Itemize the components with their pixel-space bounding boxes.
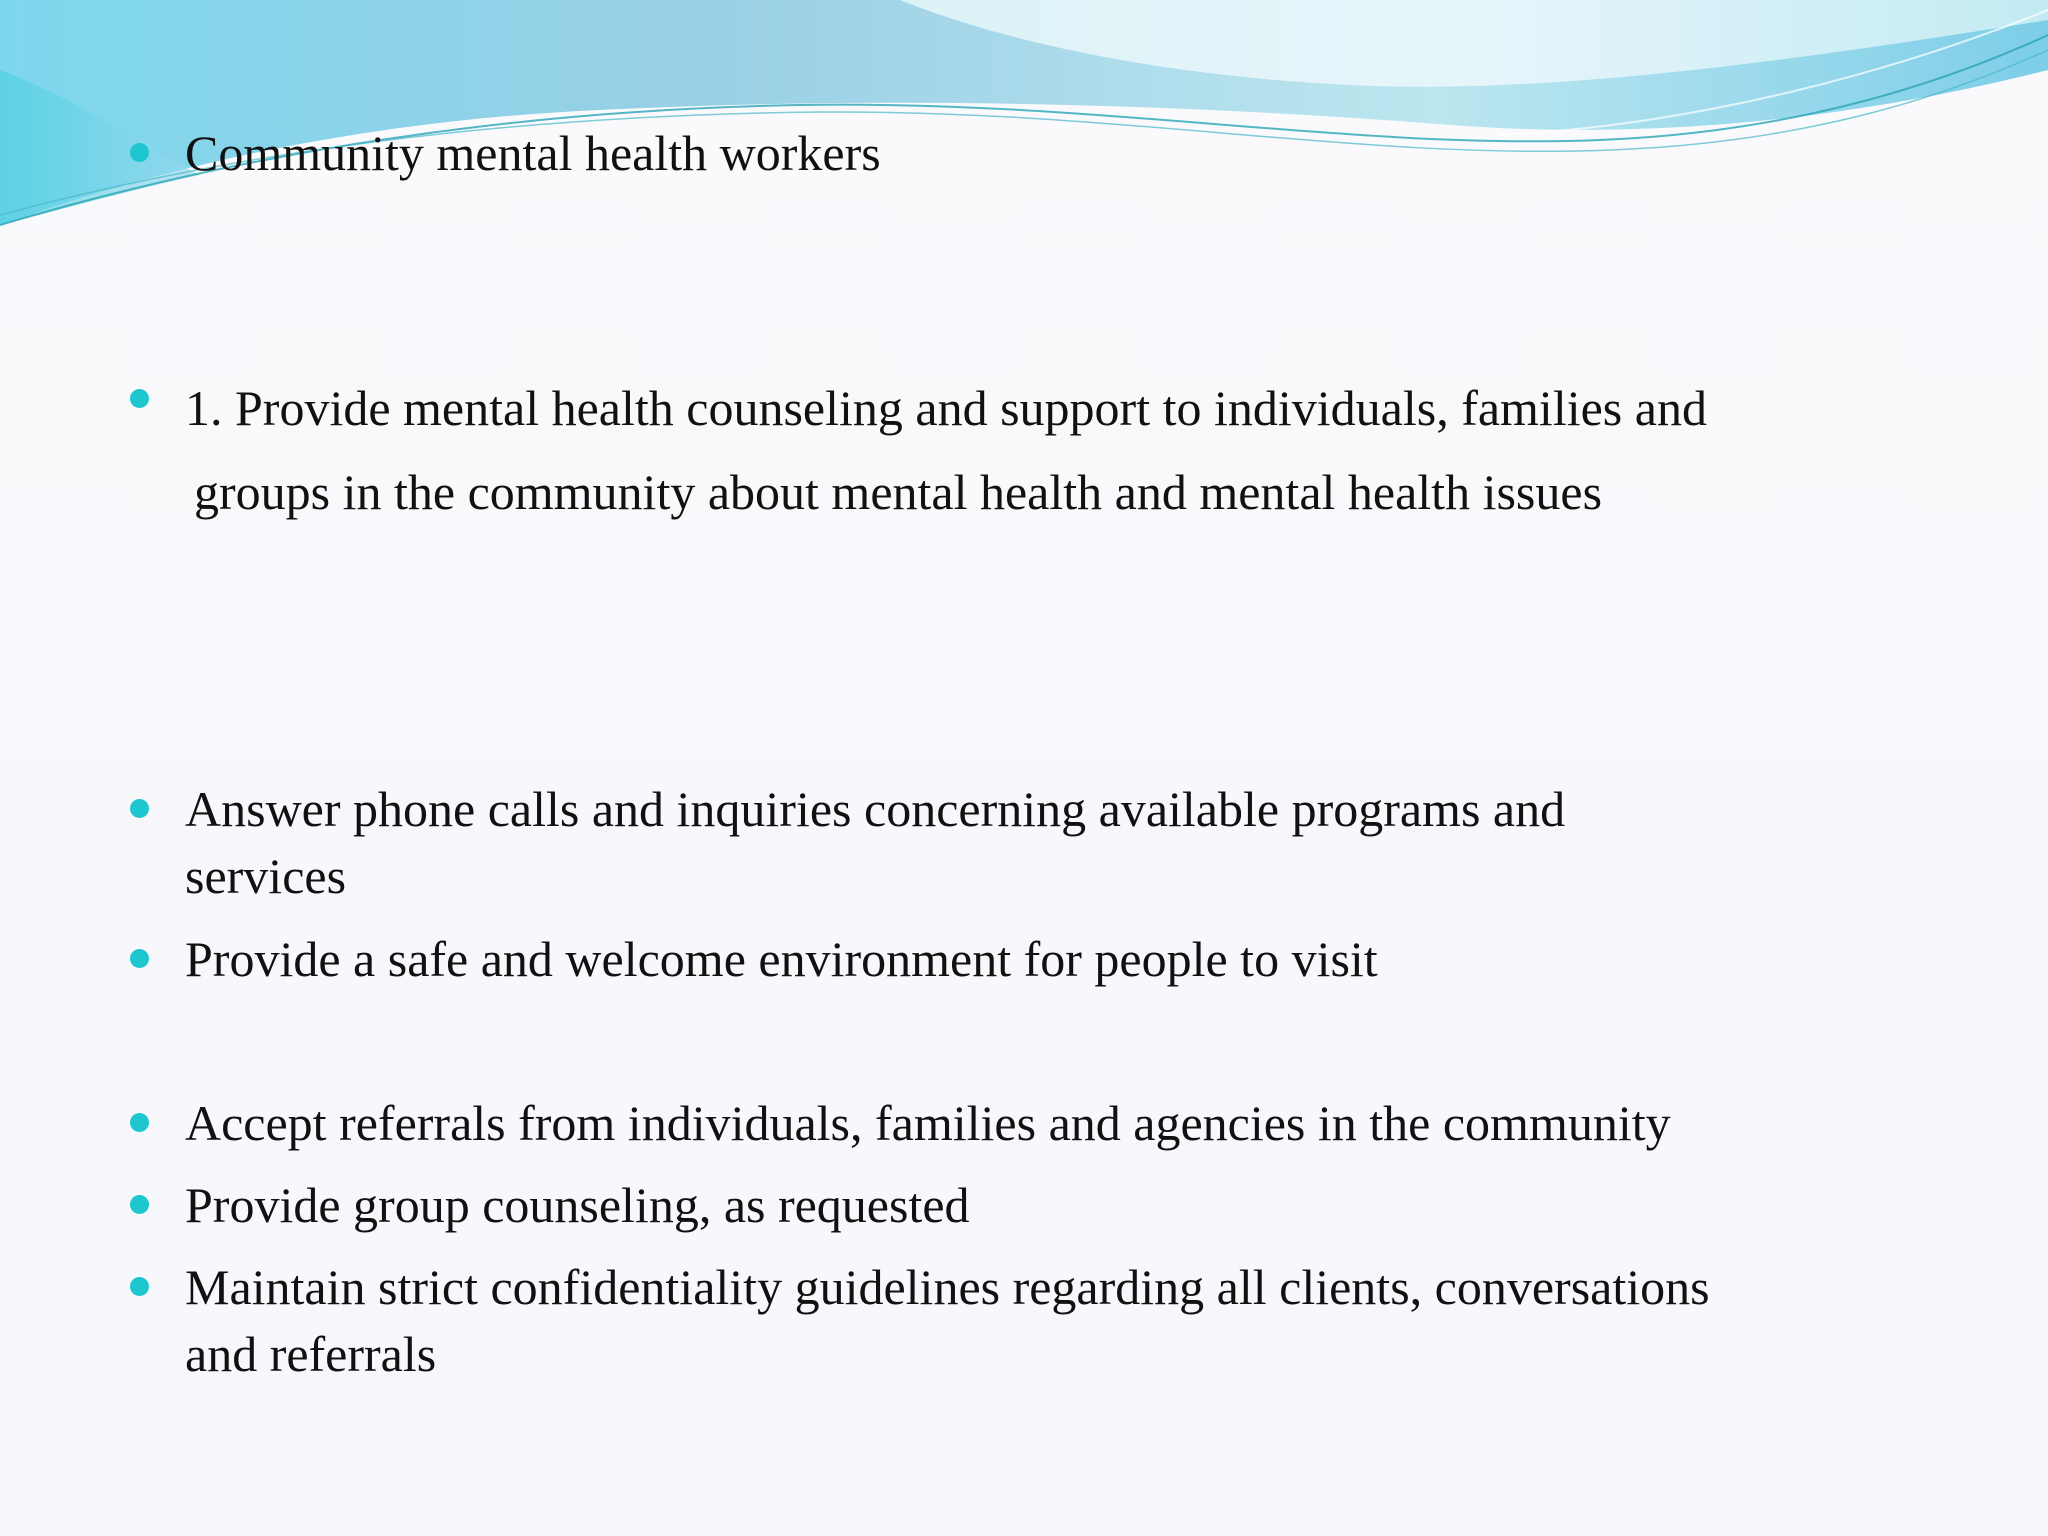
bullet-text [185, 776, 1565, 910]
bullet-text-line2: and referrals [185, 1326, 437, 1382]
bullet-text-line2: services [185, 848, 347, 904]
bullet-text-line1: 1. Provide mental health counseling and support to individuals, families and [185, 380, 1707, 436]
bullet-dot-icon [130, 1277, 149, 1296]
bullet-dot-icon [130, 799, 149, 818]
bullet-text: Community mental health workers [185, 125, 881, 181]
bullet-text: Provide group counseling, as requested [185, 1177, 970, 1233]
bullet-text-line1: Answer phone calls and inquiries concerning available programs and [185, 781, 1566, 837]
bullet-dot-icon [130, 143, 149, 162]
bullet-text-line1: Maintain strict confidentiality guidelines regarding all clients, conversations [185, 1259, 1710, 1315]
bullet-text [185, 366, 1707, 534]
bullet-dot-icon [130, 389, 149, 408]
bullet-text: Provide a safe and welcome environment for people to visit [185, 931, 1378, 987]
bullet-text: Accept referrals from individuals, families and agencies in the community [185, 1095, 1671, 1151]
bullet-text [185, 1254, 1710, 1388]
bullet-text-line2: groups in the community about mental health and mental health issues [194, 464, 1603, 520]
bullet-dot-icon [130, 1113, 149, 1132]
bullet-dot-icon [130, 1195, 149, 1214]
bullet-dot-icon [130, 949, 149, 968]
